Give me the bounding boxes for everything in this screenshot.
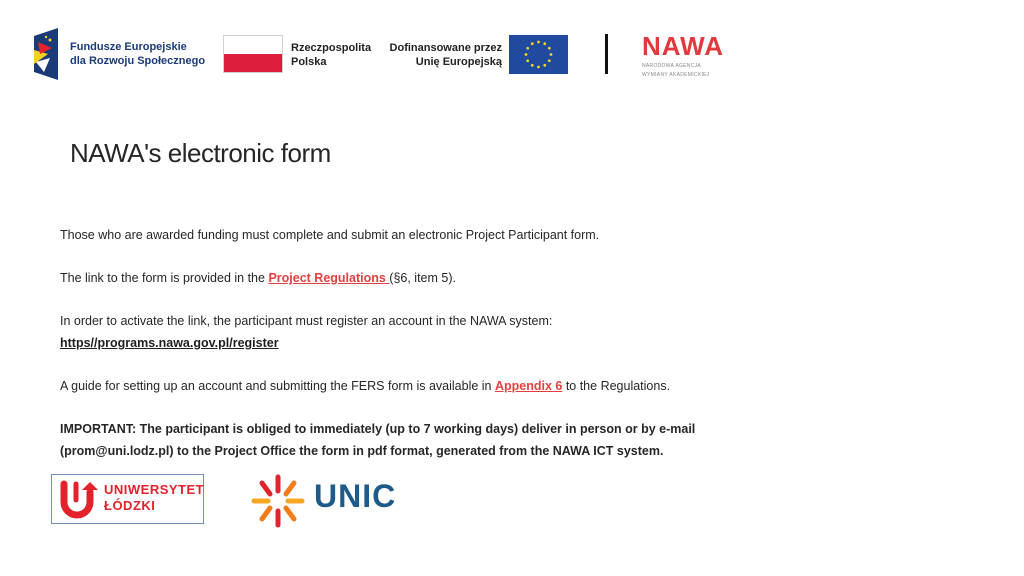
university-of-lodz-logo: [51, 474, 204, 524]
paragraph-register: In order to activate the link, the participant must register an account in the NAWA system:: [60, 314, 553, 328]
important-notice-line1: IMPORTANT: The participant is obliged to immediately (up to 7 working days) deliver in person or by e-mail: [60, 422, 696, 436]
register-link[interactable]: https//programs.nawa.gov.pl/register: [60, 336, 279, 350]
paragraph-regulations: The link to the form is provided in the Project Regulations (§6, item 5).: [60, 271, 456, 285]
university-of-lodz-mark-icon: [56, 478, 98, 525]
paragraph-award: Those who are awarded funding must complete and submit an electronic Project Participant form.: [60, 228, 600, 242]
appendix-6-link[interactable]: Appendix 6: [494, 379, 563, 393]
european-funds-label: Fundusze Europejskie dla Rozwoju Społecznego: [70, 41, 206, 67]
university-of-lodz-label: UNIWERSYTET ŁÓDZKI: [104, 482, 205, 513]
european-funds-logo-icon: [34, 28, 64, 85]
content-body: [60, 224, 760, 462]
eu-cofunded-label: Dofinansowane przez Unię Europejską: [389, 42, 502, 68]
logo-divider: [605, 34, 608, 74]
unic-burst-icon: [250, 473, 306, 529]
page-title: NAWA's electronic form: [70, 138, 331, 168]
poland-flag-icon: [223, 35, 283, 73]
eu-flag-icon: [509, 35, 568, 74]
unic-logo: [250, 473, 397, 534]
poland-label: Rzeczpospolita Polska: [291, 42, 372, 68]
paragraph-guide: A guide for setting up an account and submitting the FERS form is available in Appendix 6 to the Regulations.: [60, 379, 671, 393]
important-notice-line2: (prom@uni.lodz.pl) to the Project Office the form in pdf format, generated from the NAWA ICT system.: [60, 444, 664, 458]
nawa-logo: NAWA NARODOWA AGENCJA WYMIANY AKADEMICKIEJ: [642, 31, 724, 78]
unic-label: UNIC: [314, 478, 397, 514]
project-regulations-link[interactable]: Project Regulations: [268, 271, 390, 285]
logo-bar: [0, 0, 1024, 100]
